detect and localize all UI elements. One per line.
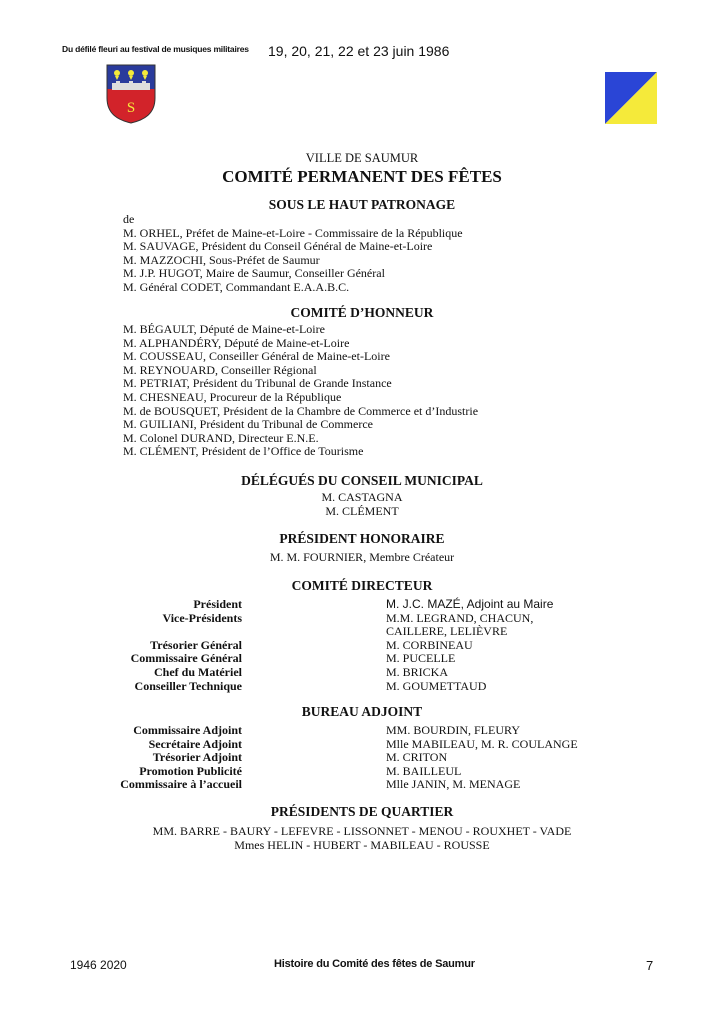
crest-castle-band	[112, 83, 150, 90]
row-label: Commissaire à l’accueil	[120, 777, 242, 792]
page-number: 7	[646, 958, 654, 973]
list-item: de	[123, 212, 135, 226]
directeur-table	[0, 598, 724, 693]
quartier-heading: PRÉSIDENTS DE QUARTIER	[270, 804, 454, 819]
row-label: Trésorier Adjoint	[152, 750, 242, 765]
table-row	[0, 666, 724, 680]
list-item: M. ALPHANDÉRY, Député de Maine-et-Loire	[123, 335, 350, 350]
list-item: M. MAZZOCHI, Sous-Préfet de Saumur	[123, 252, 320, 267]
row-label: Trésorier Général	[150, 637, 242, 652]
list-item: M. CASTAGNA	[321, 490, 403, 504]
quartier-line-2: Mmes HELIN - HUBERT - MABILEAU - ROUSSE	[234, 838, 490, 852]
list-item: M. J.P. HUGOT, Maire de Saumur, Conseiller Général	[123, 266, 385, 281]
list-item: M. SAUVAGE, Président du Conseil Général de Maine-et-Loire	[123, 239, 433, 254]
row-value: M. J.C. MAZÉ, Adjoint au Maire	[386, 597, 554, 611]
row-label: Président	[193, 597, 242, 611]
blue-yellow-flag-logo	[605, 72, 657, 124]
row-label: Promotion Publicité	[139, 763, 242, 778]
list-item: M. BÉGAULT, Député de Maine-et-Loire	[123, 322, 325, 336]
row-value: M. BRICKA	[386, 664, 449, 679]
row-label: Chef du Matériel	[154, 664, 242, 679]
row-value: M. CRITON	[386, 750, 448, 765]
city-title: VILLE DE SAUMUR	[305, 151, 419, 165]
list-item: M. GUILIANI, Président du Tribunal de Commerce	[123, 417, 373, 432]
patronage-list	[123, 213, 463, 295]
table-row	[0, 778, 724, 792]
row-value: MM. BOURDIN, FLEURY	[386, 723, 521, 737]
table-row	[0, 598, 724, 612]
delegues-heading: DÉLÉGUÉS DU CONSEIL MUNICIPAL	[241, 473, 483, 488]
table-row	[0, 765, 724, 779]
table-row	[0, 738, 724, 752]
list-item: M. PETRIAT, Président du Tribunal de Grande Instance	[123, 376, 392, 391]
list-item: M. CLÉMENT	[325, 503, 399, 518]
footer-years: 1946 2020	[70, 958, 127, 972]
row-value: CAILLERE, LELIÈVRE	[386, 624, 508, 639]
row-value: M. BAILLEUL	[386, 763, 462, 778]
row-label: Conseiller Technique	[134, 678, 242, 693]
table-row	[0, 680, 724, 694]
bureau-heading: BUREAU ADJOINT	[301, 704, 423, 719]
list-item: M. Colonel DURAND, Directeur E.N.E.	[123, 430, 319, 445]
row-value: M. PUCELLE	[386, 651, 456, 666]
row-value: Mlle MABILEAU, M. R. COULANGE	[386, 736, 578, 751]
row-label: Secrétaire Adjoint	[148, 736, 242, 751]
list-item: M. CHESNEAU, Procureur de la République	[123, 389, 342, 404]
list-item: M. CLÉMENT, Président de l’Office de Tourisme	[123, 444, 364, 459]
directeur-heading: COMITÉ DIRECTEUR	[291, 578, 433, 593]
list-item: M. ORHEL, Préfet de Maine-et-Loire - Commissaire de la République	[123, 225, 463, 240]
row-value: M. CORBINEAU	[386, 637, 473, 652]
row-value: Mlle JANIN, M. MENAGE	[386, 777, 521, 792]
list-item: M. REYNOUARD, Conseiller Régional	[123, 362, 317, 377]
committee-title: COMITÉ PERMANENT DES FÊTES	[222, 167, 502, 186]
list-item: M. Général CODET, Commandant E.A.A.B.C.	[123, 279, 350, 294]
honneur-list	[123, 323, 478, 459]
footer-title: Histoire du Comité des fêtes de Saumur	[274, 958, 475, 970]
honoraire-heading: PRÉSIDENT HONORAIRE	[279, 531, 445, 546]
row-label: Commissaire Général	[130, 651, 242, 666]
honneur-heading: COMITÉ D’HONNEUR	[290, 305, 434, 320]
table-row	[0, 724, 724, 738]
table-row	[0, 751, 724, 765]
header-subtitle: Du défilé fleuri au festival de musiques militaires	[62, 44, 249, 54]
table-row	[0, 612, 724, 626]
list-item: M. COUSSEAU, Conseiller Général de Maine-et-Loire	[123, 349, 390, 364]
row-label: Vice-Présidents	[162, 610, 242, 625]
honoraire-text: M. M. FOURNIER, Membre Créateur	[269, 550, 455, 564]
table-row	[0, 639, 724, 653]
list-item: M. de BOUSQUET, Président de la Chambre de Commerce et d’Industrie	[123, 403, 479, 418]
crest-letter: S	[126, 100, 136, 116]
bureau-table	[0, 724, 724, 792]
row-value: M.M. LEGRAND, CHACUN,	[386, 610, 534, 625]
row-value: M. GOUMETTAUD	[386, 678, 487, 693]
table-row	[0, 625, 724, 639]
saumur-coat-of-arms-logo	[106, 64, 156, 124]
delegues-list	[0, 491, 724, 518]
patronage-heading: SOUS LE HAUT PATRONAGE	[268, 197, 456, 212]
row-label: Commissaire Adjoint	[133, 723, 242, 737]
header-dates: 19, 20, 21, 22 et 23 juin 1986	[268, 43, 450, 59]
quartier-line-1: MM. BARRE - BAURY - LEFEVRE - LISSONNET - MENOU - ROUXHET - VADE	[152, 824, 572, 838]
table-row	[0, 652, 724, 666]
